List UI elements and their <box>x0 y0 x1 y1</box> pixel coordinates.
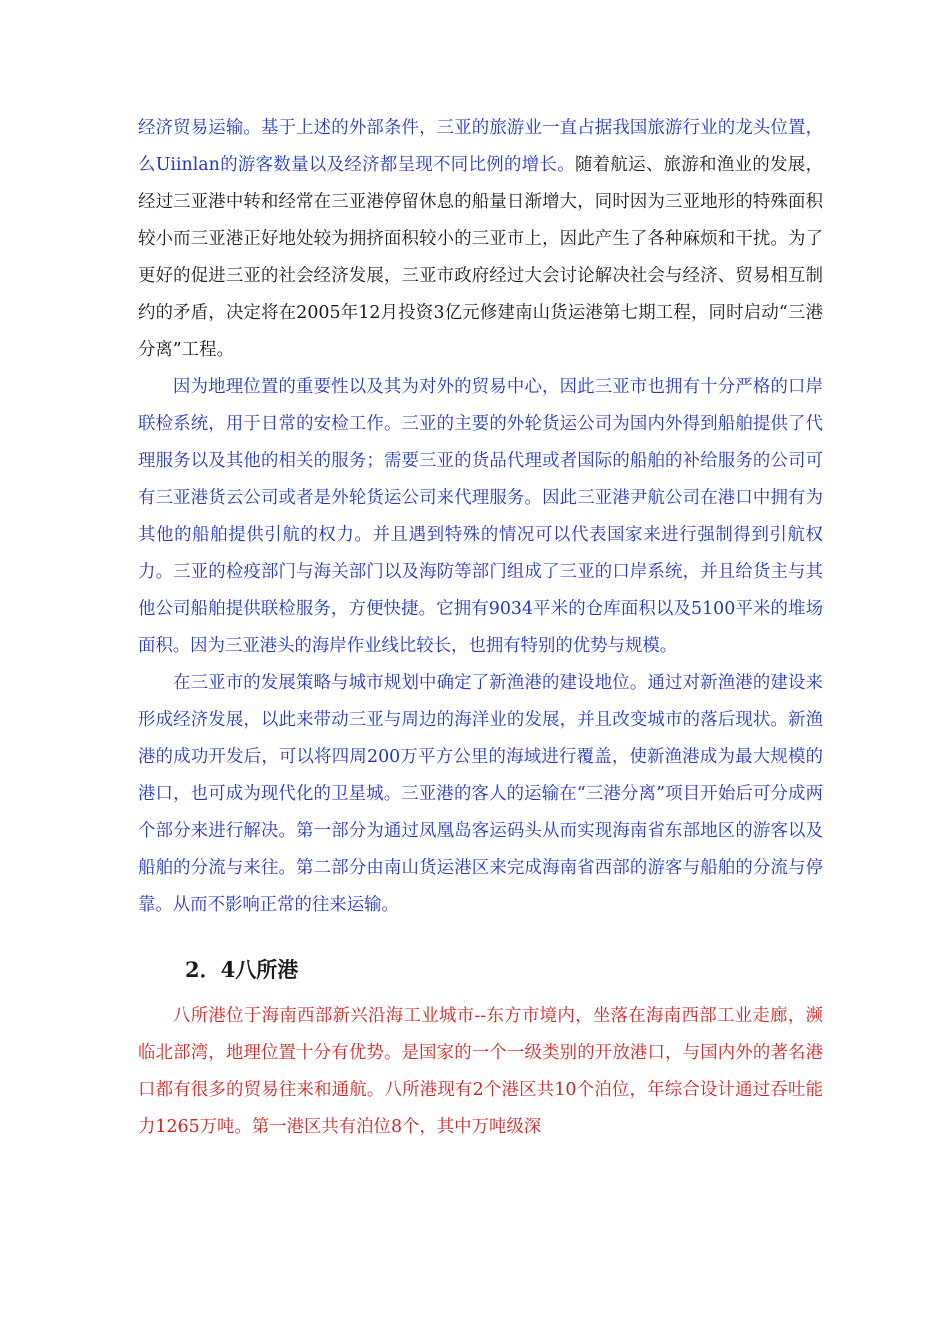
paragraph-port-inspection: 因为地理位置的重要性以及其为对外的贸易中心，因此三亚市也拥有十分严格的口岸联检系统，用于日常的安检工作。三亚的主要的外轮货运公司为国内外得到船舶提供了代理服务以及其他的相关的服务；需要三亚的货品代理或者国际的船舶的补给服务的公司可有三亚港货云公司或者是外轮货运公司来代理服务。因此三亚港尹航公司在港口中拥有为其他的船舶提供引航的权力。并且遇到特殊的情况可以代表国家来进行强制得到引航权力。三亚的检疫部门与海关部门以及海防等部门组成了三亚的口岸系统，并且给货主与其他公司船舶提供联检服务，方便快捷。它拥有9034平米的仓库面积以及5100平米的堆场面积。因为三亚港头的海岸作业线比较长，也拥有特别的优势与规模。 <box>138 377 823 656</box>
paragraph-new-fishing-port: 在三亚市的发展策略与城市规划中确定了新渔港的建设地位。通过对新渔港的建设来形成经济发展，以此来带动三亚与周边的海洋业的发展，并且改变城市的落后现状。新渔港的成功开发后，可以将四周200万平方公里的海域进行覆盖，使新渔港成为最大规模的港口，也可成为现代化的卫星城。三亚港的客人的运输在“三港分离”项目开始后可分成两个部分来进行解决。第一部分为通过凤凰岛客运码头从而实现海南省东部地区的游客以及船舶的分流与来往。第二部分由南山货运港区来完成海南省西部的游客与船舶的分流与停靠。从而不影响正常的往来运输。 <box>138 673 823 915</box>
paragraph-sanya-tourism <box>138 110 823 369</box>
paragraph-basuo-port: 八所港位于海南西部新兴沿海工业城市--东方市境内，坐落在海南西部工业走廊，濒临北部湾，地理位置十分有优势。是国家的一个一级类别的开放港口，与国内外的著名港口都有很多的贸易往来和通航。八所港现有2个港区共10个泊位，年综合设计通过吞吐能力1265万吨。第一港区共有泊位8个，其中万吨级深 <box>138 1006 823 1137</box>
paragraph-text-blue: 经济贸易运输。基于上述的外部条件，三亚的旅游业一直占据我国旅游行业的龙头位置，么Uiinlan的游客数量以及经济都呈现不同比例的增长。 <box>138 118 823 175</box>
paragraph-text-black: 随着航运、旅游和渔业的发展，经过三亚港中转和经常在三亚港停留休息的船量日渐增大，同时因为三亚地形的特殊面积较小而三亚港正好地处较为拥挤面积较小的三亚市上，因此产生了各种麻烦和干扰。为了更好的促进三亚的社会经济发展，三亚市政府经过大会讨论解决社会与经济、贸易相互制约的矛盾，决定将在2005年12月投资3亿元修建南山货运港第七期工程，同时启动“三港分离”工程。 <box>138 155 823 360</box>
document-page <box>138 110 823 1146</box>
section-heading: 2．4八所港 <box>185 957 299 982</box>
